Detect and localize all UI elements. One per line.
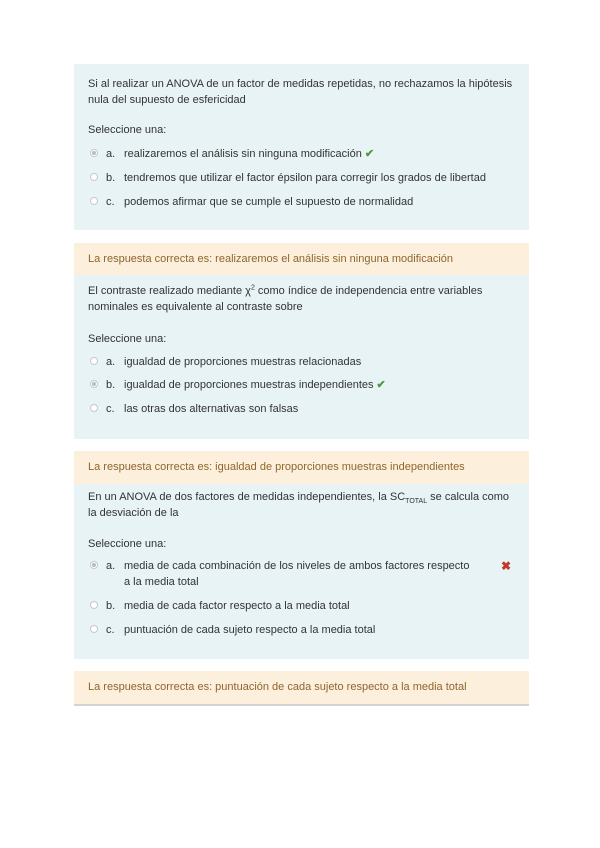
question-2	[74, 275, 529, 439]
check-icon: ✔	[376, 379, 386, 391]
question-3-text	[88, 489, 517, 521]
question-2-option-b[interactable]	[88, 377, 509, 393]
question-3-feedback	[74, 671, 529, 704]
radio-button[interactable]	[90, 173, 98, 181]
question-3-option-c[interactable]	[88, 622, 509, 638]
option-letter: b.	[106, 172, 116, 184]
question-1-option-a[interactable]	[88, 146, 509, 162]
question-2-feedback	[74, 451, 529, 484]
option-text: tendremos que utilizar el factor épsilon para corregir los grados de libertad	[124, 172, 486, 184]
chi-superscript: 2	[250, 284, 255, 292]
option-text: igualdad de proporciones muestras independientes	[124, 379, 374, 391]
check-icon: ✔	[364, 148, 375, 160]
radio-button-selected[interactable]	[90, 561, 98, 569]
radio-button[interactable]	[90, 197, 98, 205]
question-2-prompt: Seleccione una:	[88, 333, 167, 345]
option-letter: c.	[106, 624, 115, 636]
feedback-text: La respuesta correcta es: realizaremos el análisis sin ninguna modificación	[88, 253, 454, 265]
question-3-option-b[interactable]	[88, 598, 509, 614]
question-3-prompt: Seleccione una:	[88, 538, 167, 550]
option-text-wrap	[124, 377, 489, 393]
question-1	[74, 64, 529, 230]
feedback-text: La respuesta correcta es: igualdad de proporciones muestras independientes	[88, 461, 465, 473]
option-letter: c.	[106, 196, 115, 208]
cross-icon: ✖	[500, 559, 511, 573]
chi-symbol: χ	[245, 285, 251, 297]
option-text: media de cada factor respecto a la media total	[124, 600, 350, 612]
radio-button-selected[interactable]	[90, 380, 98, 388]
sc-subscript: TOTAL	[405, 498, 428, 506]
question-1-option-b[interactable]	[88, 170, 509, 186]
question-text-end: se calcula como la desviación de la	[88, 491, 510, 519]
question-text-start: El contraste realizado mediante	[88, 285, 246, 297]
radio-button[interactable]	[90, 625, 98, 633]
question-2-option-a[interactable]	[88, 354, 509, 370]
option-letter: a.	[106, 356, 116, 368]
question-text-end: como índice de independencia entre variables nominales es equivalente al contraste sobre	[88, 285, 483, 313]
option-text: media de cada combinación de los niveles de ambos factores respecto a la media total	[124, 560, 470, 588]
feedback-text: La respuesta correcta es: puntuación de cada sujeto respecto a la media total	[88, 681, 467, 693]
radio-button[interactable]	[90, 357, 98, 365]
radio-button[interactable]	[90, 404, 98, 412]
question-3-option-a[interactable]	[88, 558, 509, 590]
question-1-prompt: Seleccione una:	[88, 124, 167, 136]
option-text: podemos afirmar que se cumple el supuesto de normalidad	[124, 196, 414, 208]
question-text-start: En un ANOVA de dos factores de medidas independientes, la SC	[88, 491, 406, 503]
question-2-text	[88, 283, 517, 315]
question-1-text: Si al realizar un ANOVA de un factor de medidas repetidas, no rechazamos la hipótesis nula del supuesto de esfericidad	[88, 78, 513, 106]
option-text-wrap	[124, 146, 489, 162]
question-1-option-c[interactable]	[88, 194, 509, 210]
question-1-feedback	[74, 243, 529, 275]
card-bottom-shadow	[74, 704, 529, 706]
option-text: igualdad de proporciones muestras relacionadas	[124, 356, 362, 368]
option-letter: b.	[106, 379, 116, 391]
radio-button-selected[interactable]	[90, 149, 98, 157]
question-3	[74, 484, 529, 659]
option-letter: a.	[106, 560, 116, 572]
option-text: puntuación de cada sujeto respecto a la media total	[124, 624, 376, 636]
option-text: las otras dos alternativas son falsas	[124, 403, 299, 415]
option-letter: c.	[106, 403, 115, 415]
option-letter: b.	[106, 600, 116, 612]
option-text: realizaremos el análisis sin ninguna modificación	[124, 148, 362, 160]
option-letter: a.	[106, 148, 116, 160]
radio-button[interactable]	[90, 601, 98, 609]
question-2-option-c[interactable]	[88, 401, 509, 417]
